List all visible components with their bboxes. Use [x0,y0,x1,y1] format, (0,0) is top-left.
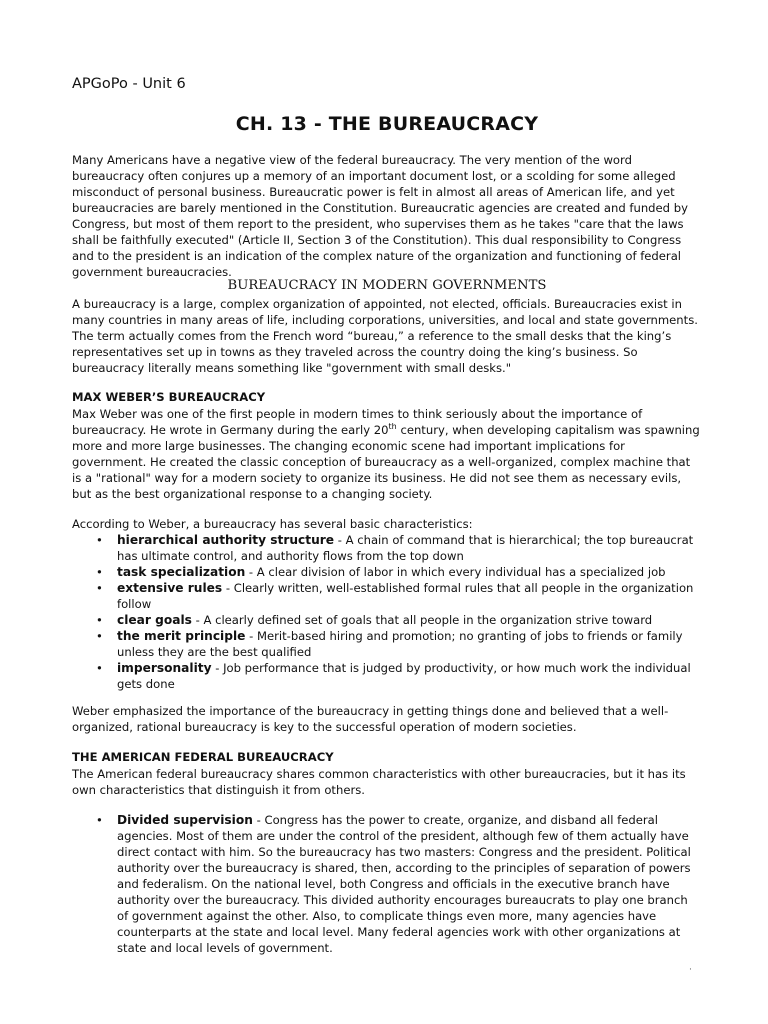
list-item-term: hierarchical authority structure [117,533,335,547]
page-mark: · [689,965,692,975]
list-item-term: clear goals [117,613,192,627]
list-item-desc: - A clear division of labor in which every individual has a specialized job [245,565,666,579]
list-item-desc: - Job performance that is judged by productivity, or how much work the individual gets done [117,661,691,691]
bullet-icon: • [96,629,103,643]
list-item [72,580,702,612]
american-list [72,812,702,956]
weber-text-b: century, when developing capitalism was spawning more and more large businesses. The changing economic scene had important implications for government. He created the classic conception of bureaucracy as a well-organized, complex machine that is a "rational" way for a modern society to organize its business. He did not see them as necessary evils, but as the best organizational response to a changing society. [72,423,700,501]
intro-paragraph: Many Americans have a negative view of the federal bureaucracy. The very mention of the word bureaucracy often conjures up a memory of an important document lost, or a scolding for some alleged misconduct of personal business. Bureaucratic power is felt in almost all areas of American life, and yet bureaucracies are barely mentioned in the Constitution. Bureaucratic agencies are created and funded by Congress, but most of them report to the president, who supervises them as he takes "care that the laws shall be faithfully executed" (Article II, Section 3 of the Constitution). This dual responsibility to Congress and to the president is an indication of the complex nature of the organization and functioning of federal government bureaucracies. [72,153,688,279]
page-title: CH. 13 - THE BUREAUCRACY [235,113,539,135]
list-item [72,612,702,628]
bullet-icon: • [96,613,103,627]
according-paragraph: According to Weber, a bureaucracy has several basic characteristics: [72,517,473,531]
american-paragraph: The American federal bureaucracy shares common characteristics with other bureaucracies, but it has its own characteristics that distinguish it from others. [72,767,686,797]
emphasis-paragraph: Weber emphasized the importance of the bureaucracy in getting things done and believed that a well-organized, rational bureaucracy is key to the successful operation of modern societies. [72,704,669,734]
list-item [72,660,702,692]
list-item-desc: - Congress has the power to create, organize, and disband all federal agencies. Most of them are under the control of the president, although few of them actually have direct contact with him. So the bureaucracy has two masters: Congress and the president. Political authority over the bureaucracy is shared, then, according to the principles of separation of powers and federalism. On the national level, both Congress and officials in the executive branch have authority over the bureaucracy. This divided authority encourages bureaucrats to play one branch of government against the other. Also, to complicate things even more, many agencies have counterparts at the state and local level. Many federal agencies work with other organizations at state and local levels of government. [117,813,691,955]
list-item-term: impersonality [117,661,212,675]
list-item [72,812,702,956]
characteristics-list [72,532,702,692]
list-item-term: task specialization [117,565,246,579]
bullet-icon: • [96,581,103,595]
bullet-icon: • [96,565,103,579]
american-heading: THE AMERICAN FEDERAL BUREAUCRACY [72,750,334,764]
section-heading-modern: BUREAUCRACY IN MODERN GOVERNMENTS [227,278,547,293]
list-item-term: Divided supervision [117,813,253,827]
list-item-desc: - Merit-based hiring and promotion; no granting of jobs to friends or family unless they are the best qualified [117,629,683,659]
list-item [72,628,702,660]
list-item-desc: - Clearly written, well-established formal rules that all people in the organization follow [117,581,694,611]
list-item [72,564,702,580]
list-item-term: extensive rules [117,581,223,595]
list-item-desc: - A clearly defined set of goals that all people in the organization strive toward [191,613,653,627]
bullet-icon: • [96,813,103,827]
weber-text-a: Max Weber was one of the first people in modern times to think seriously about the importance of bureaucracy. He wrote in Germany during the early 20 [72,407,643,437]
weber-heading: MAX WEBER’S BUREAUCRACY [72,390,266,404]
weber-text-sup: th [388,422,397,432]
modern-paragraph: A bureaucracy is a large, complex organization of appointed, not elected, officials. Bureaucracies exist in many countries in many areas of life, including corporations, universities, and local and state governments. The term actually comes from the French word “bureau,” a reference to the small desks that the king’s representatives set up in towns as they traveled across the country doing the king’s business. So bureaucracy literally means something like "government with small desks." [72,297,698,375]
list-item-desc: - A chain of command that is hierarchical; the top bureaucrat has ultimate control, and authority flows from the top down [117,533,694,563]
unit-label: APGoPo - Unit 6 [72,76,186,92]
bullet-icon: • [96,533,103,547]
list-item [72,532,702,564]
bullet-icon: • [96,661,103,675]
list-item-term: the merit principle [117,629,246,643]
weber-paragraph [72,406,702,502]
